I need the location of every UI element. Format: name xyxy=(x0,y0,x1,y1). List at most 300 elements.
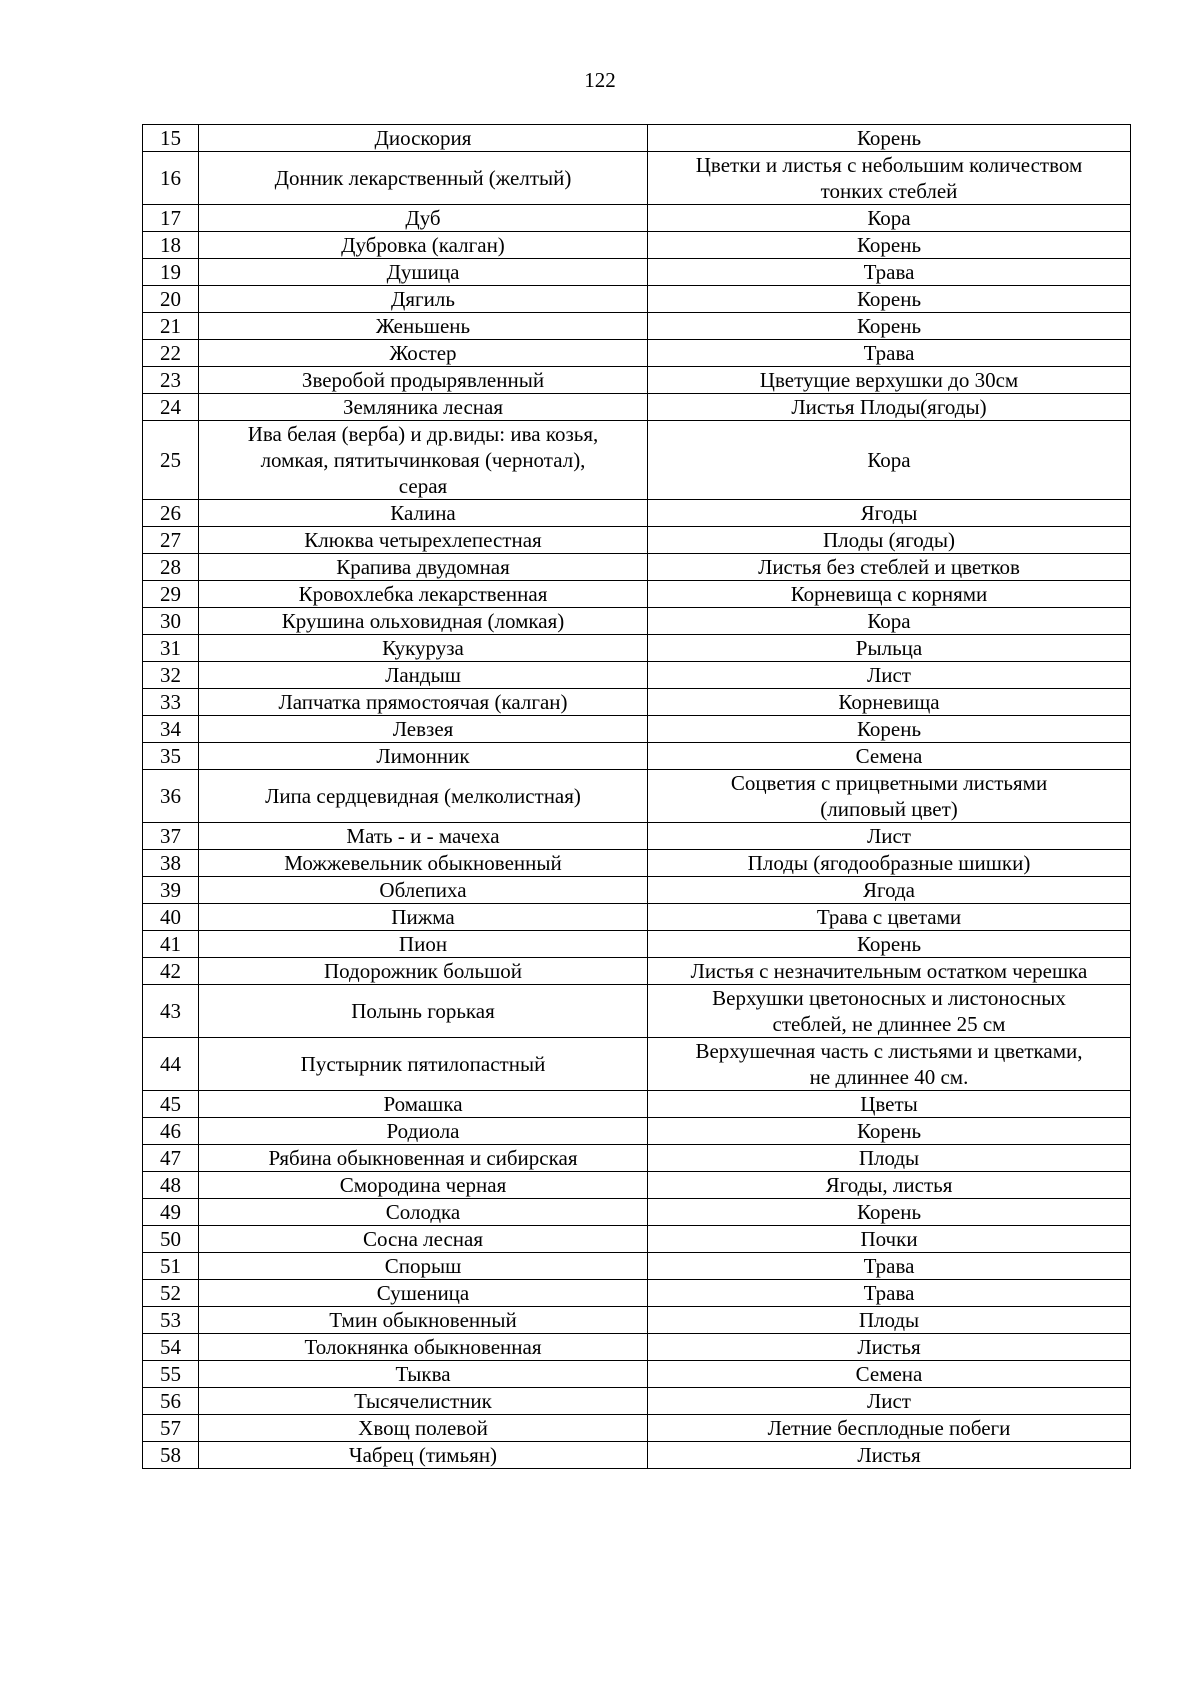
plant-name-cell xyxy=(199,689,648,716)
row-number-cell-text: 24 xyxy=(160,395,181,419)
table-row xyxy=(143,286,1131,313)
row-number-cell xyxy=(143,1361,199,1388)
row-number-cell-text: 31 xyxy=(160,636,181,660)
plant-name-cell xyxy=(199,421,648,500)
plant-part-cell-text: Семена xyxy=(855,744,923,768)
plant-part-cell-text: Трава с цветами xyxy=(816,905,962,929)
plant-part-cell-text: Корень xyxy=(856,717,922,741)
plant-part-cell-text: Корень xyxy=(856,314,922,338)
plant-name-cell xyxy=(199,1442,648,1469)
plant-part-cell-text: Корень xyxy=(856,1200,922,1224)
row-number-cell-text: 56 xyxy=(160,1389,181,1413)
plant-name-cell-text: Смородина черная xyxy=(339,1173,507,1197)
table-row xyxy=(143,904,1131,931)
table-row xyxy=(143,1172,1131,1199)
table-row xyxy=(143,877,1131,904)
plant-part-cell xyxy=(648,743,1131,770)
plant-name-cell xyxy=(199,985,648,1038)
plant-name-cell-text: Дягиль xyxy=(391,287,455,311)
plant-name-cell xyxy=(199,1280,648,1307)
row-number-cell-text: 40 xyxy=(160,905,181,929)
plant-name-cell-text: Крапива двудомная xyxy=(336,555,510,579)
plant-name-cell xyxy=(199,743,648,770)
plant-part-cell xyxy=(648,152,1131,205)
plant-part-cell-text: Цветки и листья с небольшим количеством тонких стеблей xyxy=(695,153,1083,203)
plant-part-cell-text: Плоды xyxy=(858,1146,920,1170)
row-number-cell-text: 39 xyxy=(160,878,181,902)
plant-part-cell-text: Корень xyxy=(856,932,922,956)
plant-name-cell xyxy=(199,286,648,313)
plant-name-cell-text: Диоскория xyxy=(374,126,472,150)
row-number-cell xyxy=(143,958,199,985)
row-number-cell xyxy=(143,1253,199,1280)
table-row xyxy=(143,1307,1131,1334)
plant-part-cell-text: Листья xyxy=(857,1443,921,1467)
table-row xyxy=(143,232,1131,259)
plant-name-cell xyxy=(199,1307,648,1334)
row-number-cell xyxy=(143,554,199,581)
table-row xyxy=(143,850,1131,877)
plant-part-cell xyxy=(648,689,1131,716)
row-number-cell-text: 17 xyxy=(160,206,181,230)
row-number-cell xyxy=(143,205,199,232)
table-row xyxy=(143,527,1131,554)
row-number-cell-text: 25 xyxy=(160,448,181,472)
row-number-cell xyxy=(143,1199,199,1226)
row-number-cell xyxy=(143,313,199,340)
plant-name-cell xyxy=(199,394,648,421)
row-number-cell-text: 26 xyxy=(160,501,181,525)
table-row xyxy=(143,662,1131,689)
plant-part-cell xyxy=(648,259,1131,286)
plant-part-cell xyxy=(648,1199,1131,1226)
plant-name-cell-text: Тыква xyxy=(395,1362,451,1386)
plant-name-cell-text: Дуб xyxy=(405,206,441,230)
plant-name-cell-text: Хвощ полевой xyxy=(358,1416,488,1440)
table-row xyxy=(143,1442,1131,1469)
row-number-cell xyxy=(143,286,199,313)
row-number-cell-text: 37 xyxy=(160,824,181,848)
row-number-cell xyxy=(143,770,199,823)
table-row xyxy=(143,1226,1131,1253)
table-row xyxy=(143,608,1131,635)
plant-part-cell-text: Кора xyxy=(867,609,911,633)
table-row xyxy=(143,554,1131,581)
plant-name-cell-text: Ромашка xyxy=(383,1092,463,1116)
plant-name-cell-text: Ива белая (верба) и др.виды: ива козья, ломкая, пятитычинковая (чернотал), серая xyxy=(247,422,599,498)
plant-name-cell xyxy=(199,205,648,232)
plant-name-cell xyxy=(199,1172,648,1199)
row-number-cell xyxy=(143,689,199,716)
plant-part-cell xyxy=(648,421,1131,500)
row-number-cell-text: 41 xyxy=(160,932,181,956)
plant-name-cell-text: Родиола xyxy=(386,1119,460,1143)
row-number-cell-text: 45 xyxy=(160,1092,181,1116)
plant-name-cell xyxy=(199,1226,648,1253)
plant-part-cell xyxy=(648,1253,1131,1280)
plant-part-cell xyxy=(648,581,1131,608)
row-number-cell xyxy=(143,1442,199,1469)
plant-part-cell-text: Трава xyxy=(863,1281,915,1305)
table-row xyxy=(143,635,1131,662)
row-number-cell-text: 51 xyxy=(160,1254,181,1278)
plant-name-cell xyxy=(199,662,648,689)
plant-name-cell-text: Дубровка (калган) xyxy=(341,233,505,257)
row-number-cell xyxy=(143,635,199,662)
plant-name-cell-text: Спорыш xyxy=(384,1254,462,1278)
row-number-cell-text: 30 xyxy=(160,609,181,633)
plant-part-cell-text: Корневища с корнями xyxy=(790,582,988,606)
plant-part-cell-text: Ягоды xyxy=(860,501,918,525)
row-number-cell xyxy=(143,985,199,1038)
row-number-cell xyxy=(143,1091,199,1118)
plant-part-cell xyxy=(648,1118,1131,1145)
plant-part-cell xyxy=(648,313,1131,340)
plant-part-cell-text: Корневища xyxy=(838,690,940,714)
plant-name-cell xyxy=(199,232,648,259)
table-row xyxy=(143,125,1131,152)
plant-name-cell xyxy=(199,152,648,205)
plant-name-cell-text: Пустырник пятилопастный xyxy=(300,1052,546,1076)
table-row xyxy=(143,313,1131,340)
plant-part-cell-text: Трава xyxy=(863,260,915,284)
plant-name-cell xyxy=(199,527,648,554)
plant-name-cell xyxy=(199,877,648,904)
plant-part-cell-text: Плоды (ягодообразные шишки) xyxy=(747,851,1031,875)
plant-part-cell xyxy=(648,394,1131,421)
row-number-cell-text: 16 xyxy=(160,166,181,190)
plant-part-cell xyxy=(648,877,1131,904)
row-number-cell-text: 54 xyxy=(160,1335,181,1359)
row-number-cell xyxy=(143,259,199,286)
plant-part-cell-text: Лист xyxy=(867,1389,911,1413)
plant-part-cell-text: Трава xyxy=(863,341,915,365)
plant-name-cell xyxy=(199,1199,648,1226)
plant-part-cell-text: Трава xyxy=(863,1254,915,1278)
plant-name-cell xyxy=(199,1415,648,1442)
row-number-cell xyxy=(143,152,199,205)
plant-name-cell xyxy=(199,1253,648,1280)
table-row xyxy=(143,394,1131,421)
row-number-cell xyxy=(143,904,199,931)
row-number-cell-text: 34 xyxy=(160,717,181,741)
row-number-cell-text: 21 xyxy=(160,314,181,338)
plant-part-cell xyxy=(648,985,1131,1038)
table-row xyxy=(143,743,1131,770)
plant-name-cell-text: Облепиха xyxy=(379,878,467,902)
plant-name-cell xyxy=(199,1388,648,1415)
plant-part-cell-text: Ягоды, листья xyxy=(825,1173,953,1197)
table-row xyxy=(143,1145,1131,1172)
plant-part-cell-text: Семена xyxy=(855,1362,923,1386)
table-row xyxy=(143,689,1131,716)
plant-name-cell-text: Чабрец (тимьян) xyxy=(348,1443,498,1467)
plant-part-cell-text: Цветущие верхушки до 30см xyxy=(759,368,1019,392)
plant-name-cell-text: Пижма xyxy=(391,905,455,929)
row-number-cell-text: 38 xyxy=(160,851,181,875)
plant-part-cell xyxy=(648,608,1131,635)
herb-table-container xyxy=(142,124,1130,1469)
row-number-cell xyxy=(143,608,199,635)
plant-part-cell xyxy=(648,823,1131,850)
row-number-cell-text: 49 xyxy=(160,1200,181,1224)
plant-name-cell-text: Полынь горькая xyxy=(351,999,495,1023)
plant-part-cell xyxy=(648,904,1131,931)
plant-part-cell xyxy=(648,958,1131,985)
row-number-cell-text: 43 xyxy=(160,999,181,1023)
table-row xyxy=(143,770,1131,823)
row-number-cell-text: 58 xyxy=(160,1443,181,1467)
row-number-cell-text: 15 xyxy=(160,126,181,150)
row-number-cell xyxy=(143,931,199,958)
plant-part-cell xyxy=(648,554,1131,581)
row-number-cell xyxy=(143,581,199,608)
plant-part-cell xyxy=(648,1226,1131,1253)
plant-name-cell-text: Калина xyxy=(390,501,456,525)
plant-part-cell xyxy=(648,1388,1131,1415)
plant-part-cell-text: Листья xyxy=(857,1335,921,1359)
plant-name-cell-text: Толокнянка обыкновенная xyxy=(304,1335,542,1359)
plant-part-cell xyxy=(648,931,1131,958)
plant-name-cell xyxy=(199,931,648,958)
row-number-cell xyxy=(143,1226,199,1253)
table-row xyxy=(143,340,1131,367)
plant-name-cell xyxy=(199,770,648,823)
row-number-cell-text: 55 xyxy=(160,1362,181,1386)
plant-part-cell-text: Листья Плоды(ягоды) xyxy=(791,395,987,419)
row-number-cell xyxy=(143,850,199,877)
plant-name-cell xyxy=(199,259,648,286)
row-number-cell-text: 50 xyxy=(160,1227,181,1251)
plant-name-cell xyxy=(199,958,648,985)
table-row xyxy=(143,1118,1131,1145)
row-number-cell xyxy=(143,1172,199,1199)
row-number-cell-text: 52 xyxy=(160,1281,181,1305)
table-row xyxy=(143,985,1131,1038)
plant-name-cell-text: Сосна лесная xyxy=(362,1227,484,1251)
table-row xyxy=(143,581,1131,608)
row-number-cell xyxy=(143,1038,199,1091)
plant-name-cell xyxy=(199,1361,648,1388)
row-number-cell-text: 35 xyxy=(160,744,181,768)
table-row xyxy=(143,1091,1131,1118)
plant-part-cell-text: Летние бесплодные побеги xyxy=(767,1416,1011,1440)
table-row xyxy=(143,421,1131,500)
table-row xyxy=(143,500,1131,527)
plant-name-cell-text: Зверобой продырявленный xyxy=(301,368,545,392)
row-number-cell xyxy=(143,527,199,554)
plant-name-cell-text: Душица xyxy=(386,260,460,284)
plant-part-cell xyxy=(648,635,1131,662)
plant-name-cell xyxy=(199,1334,648,1361)
plant-name-cell xyxy=(199,1145,648,1172)
plant-part-cell-text: Лист xyxy=(867,663,911,687)
herb-table xyxy=(142,124,1131,1469)
table-row xyxy=(143,1361,1131,1388)
row-number-cell-text: 44 xyxy=(160,1052,181,1076)
row-number-cell xyxy=(143,340,199,367)
plant-part-cell-text: Кора xyxy=(867,206,911,230)
row-number-cell xyxy=(143,662,199,689)
plant-part-cell-text: Почки xyxy=(860,1227,918,1251)
row-number-cell-text: 33 xyxy=(160,690,181,714)
plant-name-cell xyxy=(199,1091,648,1118)
plant-name-cell xyxy=(199,500,648,527)
herb-table-body xyxy=(143,125,1131,1469)
row-number-cell xyxy=(143,743,199,770)
table-row xyxy=(143,1199,1131,1226)
plant-name-cell xyxy=(199,367,648,394)
plant-part-cell-text: Корень xyxy=(856,233,922,257)
plant-name-cell-text: Жостер xyxy=(389,341,457,365)
row-number-cell-text: 20 xyxy=(160,287,181,311)
plant-part-cell-text: Верхушки цветоносных и листоносных стеблей, не длиннее 25 см xyxy=(712,986,1066,1036)
plant-name-cell-text: Тысячелистник xyxy=(354,1389,492,1413)
plant-name-cell-text: Можжевельник обыкновенный xyxy=(284,851,562,875)
row-number-cell-text: 32 xyxy=(160,663,181,687)
plant-part-cell xyxy=(648,125,1131,152)
table-row xyxy=(143,716,1131,743)
row-number-cell-text: 46 xyxy=(160,1119,181,1143)
row-number-cell-text: 47 xyxy=(160,1146,181,1170)
plant-name-cell xyxy=(199,635,648,662)
row-number-cell xyxy=(143,877,199,904)
plant-name-cell-text: Солодка xyxy=(385,1200,461,1224)
plant-part-cell xyxy=(648,1442,1131,1469)
plant-part-cell xyxy=(648,716,1131,743)
plant-part-cell-text: Плоды (ягоды) xyxy=(822,528,955,552)
plant-name-cell xyxy=(199,608,648,635)
row-number-cell xyxy=(143,823,199,850)
page-number: 122 xyxy=(584,68,616,92)
plant-name-cell-text: Рябина обыкновенная и сибирская xyxy=(268,1146,578,1170)
row-number-cell-text: 42 xyxy=(160,959,181,983)
row-number-cell-text: 48 xyxy=(160,1173,181,1197)
plant-name-cell-text: Сушеница xyxy=(376,1281,470,1305)
table-row xyxy=(143,931,1131,958)
plant-name-cell-text: Кукуруза xyxy=(382,636,464,660)
table-row xyxy=(143,823,1131,850)
table-row xyxy=(143,1280,1131,1307)
plant-part-cell-text: Корень xyxy=(856,1119,922,1143)
row-number-cell xyxy=(143,421,199,500)
plant-part-cell xyxy=(648,1280,1131,1307)
plant-name-cell-text: Подорожник большой xyxy=(323,959,523,983)
plant-name-cell-text: Лапчатка прямостоячая (калган) xyxy=(278,690,568,714)
plant-part-cell xyxy=(648,1172,1131,1199)
row-number-cell xyxy=(143,1280,199,1307)
plant-name-cell-text: Липа сердцевидная (мелколистная) xyxy=(265,784,581,808)
table-row xyxy=(143,958,1131,985)
plant-part-cell xyxy=(648,662,1131,689)
plant-name-cell-text: Донник лекарственный (желтый) xyxy=(274,166,572,190)
table-row xyxy=(143,259,1131,286)
plant-part-cell xyxy=(648,527,1131,554)
plant-name-cell xyxy=(199,716,648,743)
row-number-cell-text: 18 xyxy=(160,233,181,257)
plant-part-cell xyxy=(648,1145,1131,1172)
row-number-cell-text: 36 xyxy=(160,784,181,808)
plant-name-cell-text: Мать - и - мачеха xyxy=(346,824,500,848)
plant-part-cell xyxy=(648,205,1131,232)
plant-name-cell-text: Крушина ольховидная (ломкая) xyxy=(281,609,565,633)
row-number-cell-text: 22 xyxy=(160,341,181,365)
plant-part-cell xyxy=(648,500,1131,527)
table-row xyxy=(143,1415,1131,1442)
plant-part-cell-text: Цветы xyxy=(860,1092,918,1116)
row-number-cell xyxy=(143,716,199,743)
plant-part-cell xyxy=(648,367,1131,394)
plant-part-cell-text: Соцветия с прицветными листьями (липовый цвет) xyxy=(730,771,1048,821)
plant-name-cell-text: Тмин обыкновенный xyxy=(329,1308,517,1332)
table-row xyxy=(143,152,1131,205)
plant-part-cell xyxy=(648,340,1131,367)
row-number-cell xyxy=(143,394,199,421)
plant-name-cell xyxy=(199,554,648,581)
table-row xyxy=(143,1388,1131,1415)
row-number-cell xyxy=(143,125,199,152)
plant-part-cell-text: Лист xyxy=(867,824,911,848)
plant-name-cell xyxy=(199,904,648,931)
plant-name-cell xyxy=(199,340,648,367)
row-number-cell-text: 23 xyxy=(160,368,181,392)
row-number-cell xyxy=(143,500,199,527)
row-number-cell xyxy=(143,1118,199,1145)
plant-part-cell xyxy=(648,1361,1131,1388)
plant-part-cell-text: Ягода xyxy=(863,878,915,902)
plant-part-cell xyxy=(648,1334,1131,1361)
row-number-cell-text: 57 xyxy=(160,1416,181,1440)
plant-name-cell xyxy=(199,1038,648,1091)
plant-name-cell xyxy=(199,1118,648,1145)
row-number-cell xyxy=(143,1334,199,1361)
row-number-cell xyxy=(143,1145,199,1172)
plant-part-cell xyxy=(648,1307,1131,1334)
row-number-cell-text: 27 xyxy=(160,528,181,552)
plant-part-cell-text: Корень xyxy=(856,287,922,311)
table-row xyxy=(143,367,1131,394)
plant-part-cell xyxy=(648,1091,1131,1118)
plant-name-cell xyxy=(199,125,648,152)
plant-name-cell-text: Ландыш xyxy=(385,663,461,687)
plant-part-cell xyxy=(648,850,1131,877)
table-row xyxy=(143,1038,1131,1091)
table-row xyxy=(143,1334,1131,1361)
plant-part-cell xyxy=(648,770,1131,823)
plant-part-cell-text: Рыльца xyxy=(855,636,923,660)
plant-part-cell xyxy=(648,232,1131,259)
row-number-cell-text: 19 xyxy=(160,260,181,284)
table-row xyxy=(143,1253,1131,1280)
plant-name-cell-text: Земляника лесная xyxy=(342,395,504,419)
plant-name-cell-text: Женьшень xyxy=(375,314,471,338)
plant-part-cell xyxy=(648,1415,1131,1442)
plant-name-cell-text: Пион xyxy=(398,932,448,956)
plant-part-cell-text: Листья с незначительным остатком черешка xyxy=(690,959,1088,983)
row-number-cell xyxy=(143,1307,199,1334)
plant-name-cell xyxy=(199,850,648,877)
plant-name-cell-text: Лимонник xyxy=(376,744,470,768)
plant-part-cell-text: Кора xyxy=(867,448,911,472)
row-number-cell-text: 53 xyxy=(160,1308,181,1332)
row-number-cell xyxy=(143,1388,199,1415)
row-number-cell-text: 28 xyxy=(160,555,181,579)
plant-name-cell-text: Левзея xyxy=(392,717,454,741)
row-number-cell xyxy=(143,232,199,259)
plant-part-cell-text: Корень xyxy=(856,126,922,150)
row-number-cell xyxy=(143,367,199,394)
plant-name-cell-text: Кровохлебка лекарственная xyxy=(298,582,548,606)
